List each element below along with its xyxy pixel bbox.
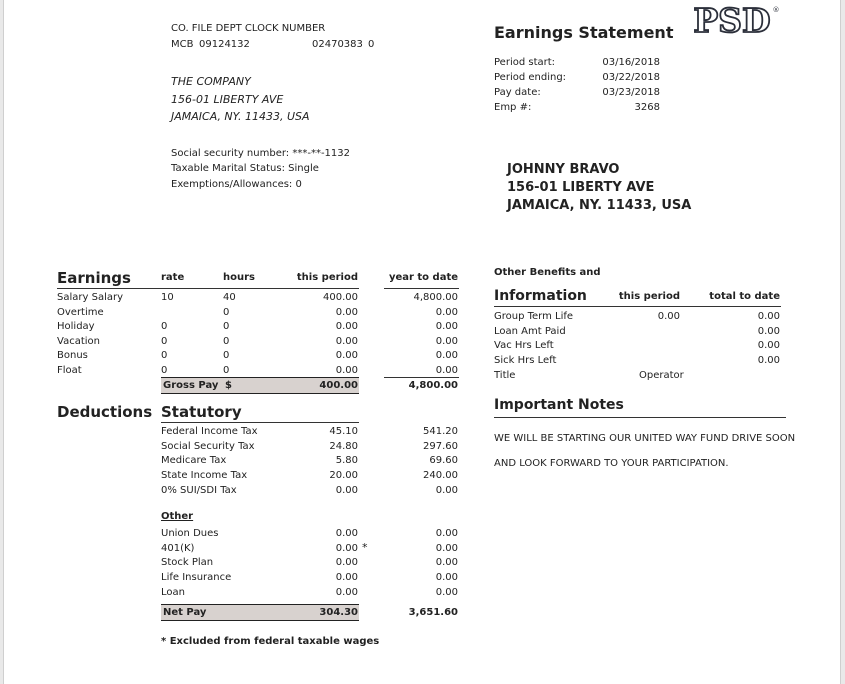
benefit-row-total: 0.00: [757, 311, 780, 322]
earnings-row-period: 0.00: [335, 350, 358, 361]
earnings-row-rate: 10: [161, 292, 174, 303]
note-line-1: WE WILL BE STARTING OUR UNITED WAY FUND DRIVE SOON: [494, 433, 796, 444]
benefits-heading-small: Other Benefits and: [494, 267, 601, 278]
earnings-row-rate: 0: [161, 336, 168, 347]
employee-address-line2: JAMAICA, NY. 11433, USA: [507, 198, 692, 213]
period-ending-label: Period ending:: [494, 72, 567, 83]
statutory-heading: Statutory: [161, 403, 242, 421]
other-row-ytd: 0.00: [435, 587, 458, 598]
earnings-row-hours: 0: [223, 365, 230, 376]
earnings-row-name: Salary Salary: [57, 292, 124, 303]
marital-status-line: Taxable Marital Status: Single: [171, 163, 319, 174]
deduction-row-ytd: 541.20: [423, 426, 458, 437]
benefits-col-this-period: this period: [618, 291, 680, 302]
other-row-name: Union Dues: [161, 528, 219, 539]
earnings-row-period: 0.00: [335, 365, 358, 376]
benefit-row-period: 0.00: [657, 311, 680, 322]
statutory-rule: [161, 422, 359, 423]
gross-pay-symbol: $: [225, 380, 232, 391]
period-ending-value: 03/22/2018: [602, 72, 660, 83]
other-row-name: Stock Plan: [161, 557, 214, 568]
deduction-row-period: 0.00: [335, 485, 358, 496]
other-row-period: 0.00: [335, 557, 358, 568]
earnings-row-hours: 40: [223, 292, 236, 303]
other-row-period: 0.00: [335, 587, 358, 598]
emp-number-label: Emp #:: [494, 102, 532, 113]
logo-text: PSD: [693, 3, 771, 37]
company-name: THE COMPANY: [171, 75, 251, 88]
earnings-row-ytd: 4,800.00: [413, 292, 458, 303]
earnings-row-name: Vacation: [57, 336, 100, 347]
gross-ytd-rule: [384, 377, 459, 378]
earnings-row-period: 0.00: [335, 321, 358, 332]
earnings-row-hours: 0: [223, 336, 230, 347]
other-row-name: Loan: [161, 587, 185, 598]
earnings-row-ytd: 0.00: [435, 307, 458, 318]
gross-pay-label: Gross Pay: [163, 380, 219, 391]
earnings-row-name: Holiday: [57, 321, 95, 332]
period-start-value: 03/16/2018: [602, 57, 660, 68]
net-pay-label: Net Pay: [163, 607, 207, 618]
clock-suffix: 0: [368, 39, 375, 50]
net-pay-ytd: 3,651.60: [408, 607, 458, 618]
statement-title: Earnings Statement: [494, 23, 674, 42]
other-row-name: Life Insurance: [161, 572, 232, 583]
employee-address-line1: 156-01 LIBERTY AVE: [507, 180, 655, 195]
benefit-row-total: 0.00: [757, 340, 780, 351]
deduction-row-name: 0% SUI/SDI Tax: [161, 485, 237, 496]
benefits-header-rule: [494, 306, 781, 307]
net-pay-this-period: 304.30: [319, 607, 358, 618]
psd-logo: [688, 3, 780, 37]
employee-name: JOHNNY BRAVO: [507, 162, 620, 177]
title-value: Operator: [639, 370, 684, 381]
earnings-row-name: Overtime: [57, 307, 104, 318]
earnings-heading: Earnings: [57, 269, 131, 287]
earnings-row-hours: 0: [223, 307, 230, 318]
earnings-row-ytd: 0.00: [435, 350, 458, 361]
gross-pay-this-period: 400.00: [319, 380, 358, 391]
pay-date-value: 03/23/2018: [602, 87, 660, 98]
file-number: 09124132: [199, 39, 250, 50]
other-row-period: 0.00: [335, 528, 358, 539]
important-notes-heading: Important Notes: [494, 397, 624, 413]
benefits-col-total-to-date: total to date: [709, 291, 780, 302]
earnings-statement-page: [3, 0, 841, 684]
benefit-row-name: Sick Hrs Left: [494, 355, 557, 366]
other-row-name: 401(K): [161, 543, 195, 554]
note-line-2: AND LOOK FORWARD TO YOUR PARTICIPATION.: [494, 458, 729, 469]
benefit-row-name: Loan Amt Paid: [494, 326, 566, 337]
deductions-heading: Deductions: [57, 403, 153, 421]
period-start-label: Period start:: [494, 57, 556, 68]
other-row-ytd: 0.00: [435, 543, 458, 554]
other-heading: Other: [161, 511, 194, 522]
deduction-row-period: 24.80: [329, 441, 358, 452]
deduction-row-name: State Income Tax: [161, 470, 248, 481]
company-address-line1: 156-01 LIBERTY AVE: [171, 93, 284, 106]
deduction-row-name: Social Security Tax: [161, 441, 255, 452]
exemptions-line: Exemptions/Allowances: 0: [171, 179, 302, 190]
earnings-row-ytd: 0.00: [435, 321, 458, 332]
earnings-row-rate: 0: [161, 365, 168, 376]
company-code: MCB: [171, 39, 194, 50]
benefits-heading: Information: [494, 288, 587, 304]
other-row-ytd: 0.00: [435, 557, 458, 568]
ssn-line: Social security number: ***-**-1132: [171, 148, 350, 159]
earnings-header-rule: [57, 288, 359, 289]
gross-pay-ytd: 4,800.00: [408, 380, 458, 391]
deduction-row-ytd: 297.60: [423, 441, 458, 452]
benefit-row-name: Group Term Life: [494, 311, 574, 322]
clock-number: 02470383: [312, 39, 363, 50]
benefit-row-total: 0.00: [757, 355, 780, 366]
deduction-row-ytd: 240.00: [423, 470, 458, 481]
earnings-col-ytd: year to date: [388, 272, 458, 283]
footnote-excluded-wages: * Excluded from federal taxable wages: [161, 636, 380, 647]
company-address-line2: JAMAICA, NY. 11433, USA: [171, 110, 310, 123]
other-row-period: 0.00: [335, 543, 358, 554]
title-label: Title: [494, 370, 516, 381]
other-row-ytd: 0.00: [435, 572, 458, 583]
earnings-row-period: 0.00: [335, 336, 358, 347]
earnings-ytd-header-rule: [384, 288, 459, 289]
deduction-row-period: 5.80: [335, 455, 358, 466]
deduction-row-ytd: 69.60: [429, 455, 458, 466]
important-notes-rule: [494, 417, 786, 418]
emp-number-value: 3268: [634, 102, 660, 113]
earnings-row-name: Float: [57, 365, 82, 376]
logo-registered-mark: ®: [772, 6, 780, 14]
earnings-row-period: 0.00: [335, 307, 358, 318]
other-row-ytd: 0.00: [435, 528, 458, 539]
deduction-row-ytd: 0.00: [435, 485, 458, 496]
other-row-period: 0.00: [335, 572, 358, 583]
pay-date-label: Pay date:: [494, 87, 541, 98]
earnings-row-ytd: 0.00: [435, 336, 458, 347]
benefit-row-total: 0.00: [757, 326, 780, 337]
deduction-row-period: 20.00: [329, 470, 358, 481]
deduction-row-name: Medicare Tax: [161, 455, 227, 466]
earnings-col-this-period: this period: [296, 272, 358, 283]
earnings-row-hours: 0: [223, 350, 230, 361]
earnings-col-hours: hours: [223, 272, 255, 283]
earnings-row-hours: 0: [223, 321, 230, 332]
earnings-row-ytd: 0.00: [435, 365, 458, 376]
earnings-row-rate: 0: [161, 350, 168, 361]
excluded-asterisk: *: [362, 541, 368, 554]
earnings-row-rate: 0: [161, 321, 168, 332]
company-header-labels: CO. FILE DEPT CLOCK NUMBER: [171, 23, 326, 34]
earnings-row-period: 400.00: [323, 292, 358, 303]
benefit-row-name: Vac Hrs Left: [494, 340, 554, 351]
earnings-row-name: Bonus: [57, 350, 88, 361]
earnings-col-rate: rate: [161, 272, 185, 283]
deduction-row-period: 45.10: [329, 426, 358, 437]
deduction-row-name: Federal Income Tax: [161, 426, 258, 437]
